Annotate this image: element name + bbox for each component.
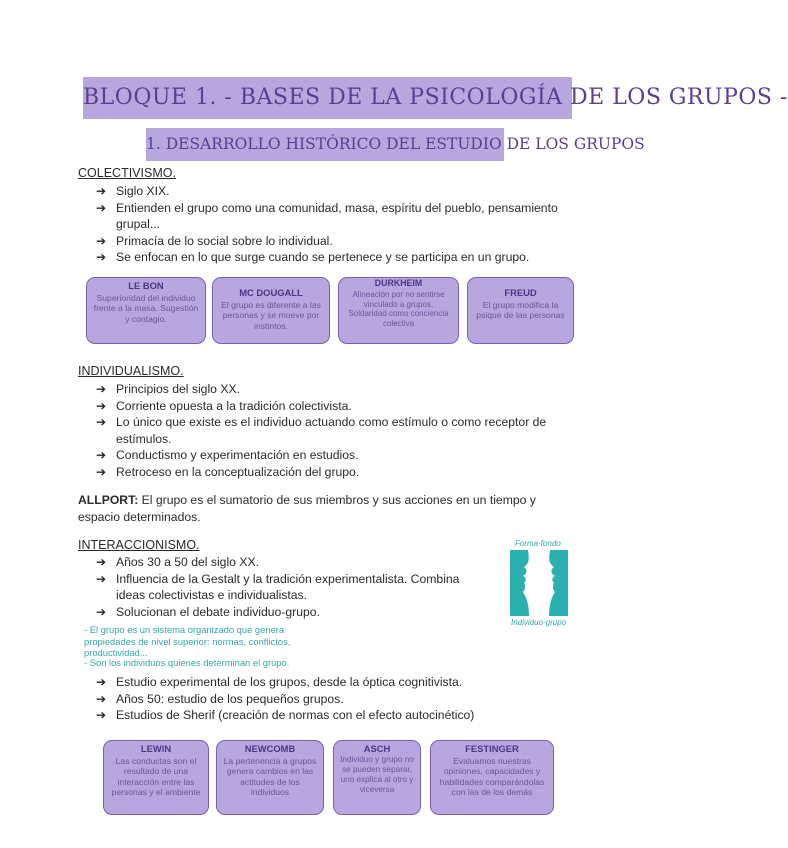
list-item: ➔ Estudio experimental de los grupos, desde la óptica cognitivista. xyxy=(96,675,463,689)
list-item: ➔ Conductismo y experimentación en estudios. xyxy=(96,448,359,462)
list-item: ➔ Estudios de Sherif (creación de normas con el efecto autocinético) xyxy=(96,708,475,722)
arrow-icon: ➔ xyxy=(96,708,107,722)
arrow-icon: ➔ xyxy=(96,555,107,569)
list-item: ➔ Lo único que existe es el individuo actuando como estímulo o como receptor de estímulos. xyxy=(96,415,547,446)
list-interaccionismo-2 xyxy=(96,674,576,724)
list-item: ➔ Años 30 a 50 del siglo XX. xyxy=(96,555,259,569)
card-mc-dougall: MC DOUGALL El grupo es diferente a las personas y se mueve por instintos. xyxy=(212,277,330,344)
arrow-icon: ➔ xyxy=(96,448,107,462)
list-item: ➔ Se enfocan en lo que surge cuando se pertenece y se participa en un grupo. xyxy=(96,250,530,264)
note-individuos: - Son los individuos quienes determinan el grupo. xyxy=(84,657,290,668)
arrow-icon: ➔ xyxy=(96,691,107,706)
allport-label: ALLPORT: xyxy=(78,493,139,507)
list-item: ➔ Influencia de la Gestalt y la tradición experimentalista. Combina ideas colectivistas e individualistas. xyxy=(96,571,460,602)
list-interaccionismo xyxy=(96,554,476,620)
figure-label-individuo-grupo: Individuo-grupo xyxy=(511,618,567,627)
section-subtitle: 1. DESARROLLO HISTÓRICO DEL ESTUDIO DE LOS GRUPOS xyxy=(146,128,504,161)
list-item: ➔ Principios del siglo XX. xyxy=(96,382,240,396)
arrow-icon: ➔ xyxy=(96,184,107,198)
note-sistema: - El grupo es un sistema organizado que genera propiedades de nivel superior: normas, conflictos, productividad... xyxy=(84,624,291,658)
arrow-icon: ➔ xyxy=(96,382,107,396)
allport-paragraph xyxy=(78,492,578,526)
list-item: ➔ Corriente opuesta a la tradición colectivista. xyxy=(96,398,352,413)
face-vase-illusion-icon xyxy=(510,550,568,616)
card-asch: ASCH Individuo y grupo no se pueden separar, uno explica al otro y viceversa xyxy=(333,740,421,815)
heading-colectivismo: COLECTIVISMO. xyxy=(78,166,176,180)
card-festinger: FESTINGER Evaluamos nuestras opiniones, capacidades y habilidades comparándolas con las de los demás xyxy=(430,740,554,815)
list-item: ➔ Solucionan el debate individuo-grupo. xyxy=(96,604,320,619)
list-colectivismo xyxy=(96,183,566,266)
arrow-icon: ➔ xyxy=(96,415,107,429)
arrow-icon: ➔ xyxy=(96,200,107,215)
card-lewin: LEWIN Las conductas son el resultado de una interacción entre las personas y el ambiente xyxy=(103,740,209,815)
arrow-icon: ➔ xyxy=(96,464,107,479)
list-item: ➔ Siglo XIX. xyxy=(96,184,170,198)
arrow-icon: ➔ xyxy=(96,604,107,619)
arrow-icon: ➔ xyxy=(96,398,107,413)
list-item: ➔ Entienden el grupo como una comunidad, masa, espíritu del pueblo, pensamiento grupal... xyxy=(96,200,558,231)
figure-label-forma-fondo: Forma-fondo xyxy=(515,539,561,548)
card-durkheim: DURKHEIM Alineación por no sentirse vinculado a grupos. Soldaridad como conciencia colectiva xyxy=(338,277,459,344)
arrow-icon: ➔ xyxy=(96,675,107,689)
list-item: ➔ Retroceso en la conceptualización del grupo. xyxy=(96,464,360,479)
list-individualismo xyxy=(96,381,576,480)
list-item: ➔ Primacía de lo social sobre lo individual. xyxy=(96,233,333,248)
arrow-icon: ➔ xyxy=(96,233,107,248)
heading-interaccionismo: INTERACCIONISMO. xyxy=(78,538,200,552)
allport-text: El grupo es el sumatorio de sus miembros y sus acciones en un tiempo y espacio determinados. xyxy=(78,493,536,524)
list-item: ➔ Años 50: estudio de los pequeños grupos. xyxy=(96,691,344,706)
card-freud: FREUD El grupo modifica la psique de las personas xyxy=(467,277,574,344)
arrow-icon: ➔ xyxy=(96,571,107,586)
card-newcomb: NEWCOMB La pertenencia a grupos genera cambios en las actitudes de los individuos xyxy=(216,740,324,815)
page-title: BLOQUE 1. - BASES DE LA PSICOLOGÍA DE LOS GRUPOS - xyxy=(83,77,572,119)
card-le-bon: LE BON Superioridad del individuo frente a la masa. Sugestión y contagio. xyxy=(86,277,206,344)
arrow-icon: ➔ xyxy=(96,250,107,264)
heading-individualismo: INDIVIDUALISMO. xyxy=(78,364,184,378)
